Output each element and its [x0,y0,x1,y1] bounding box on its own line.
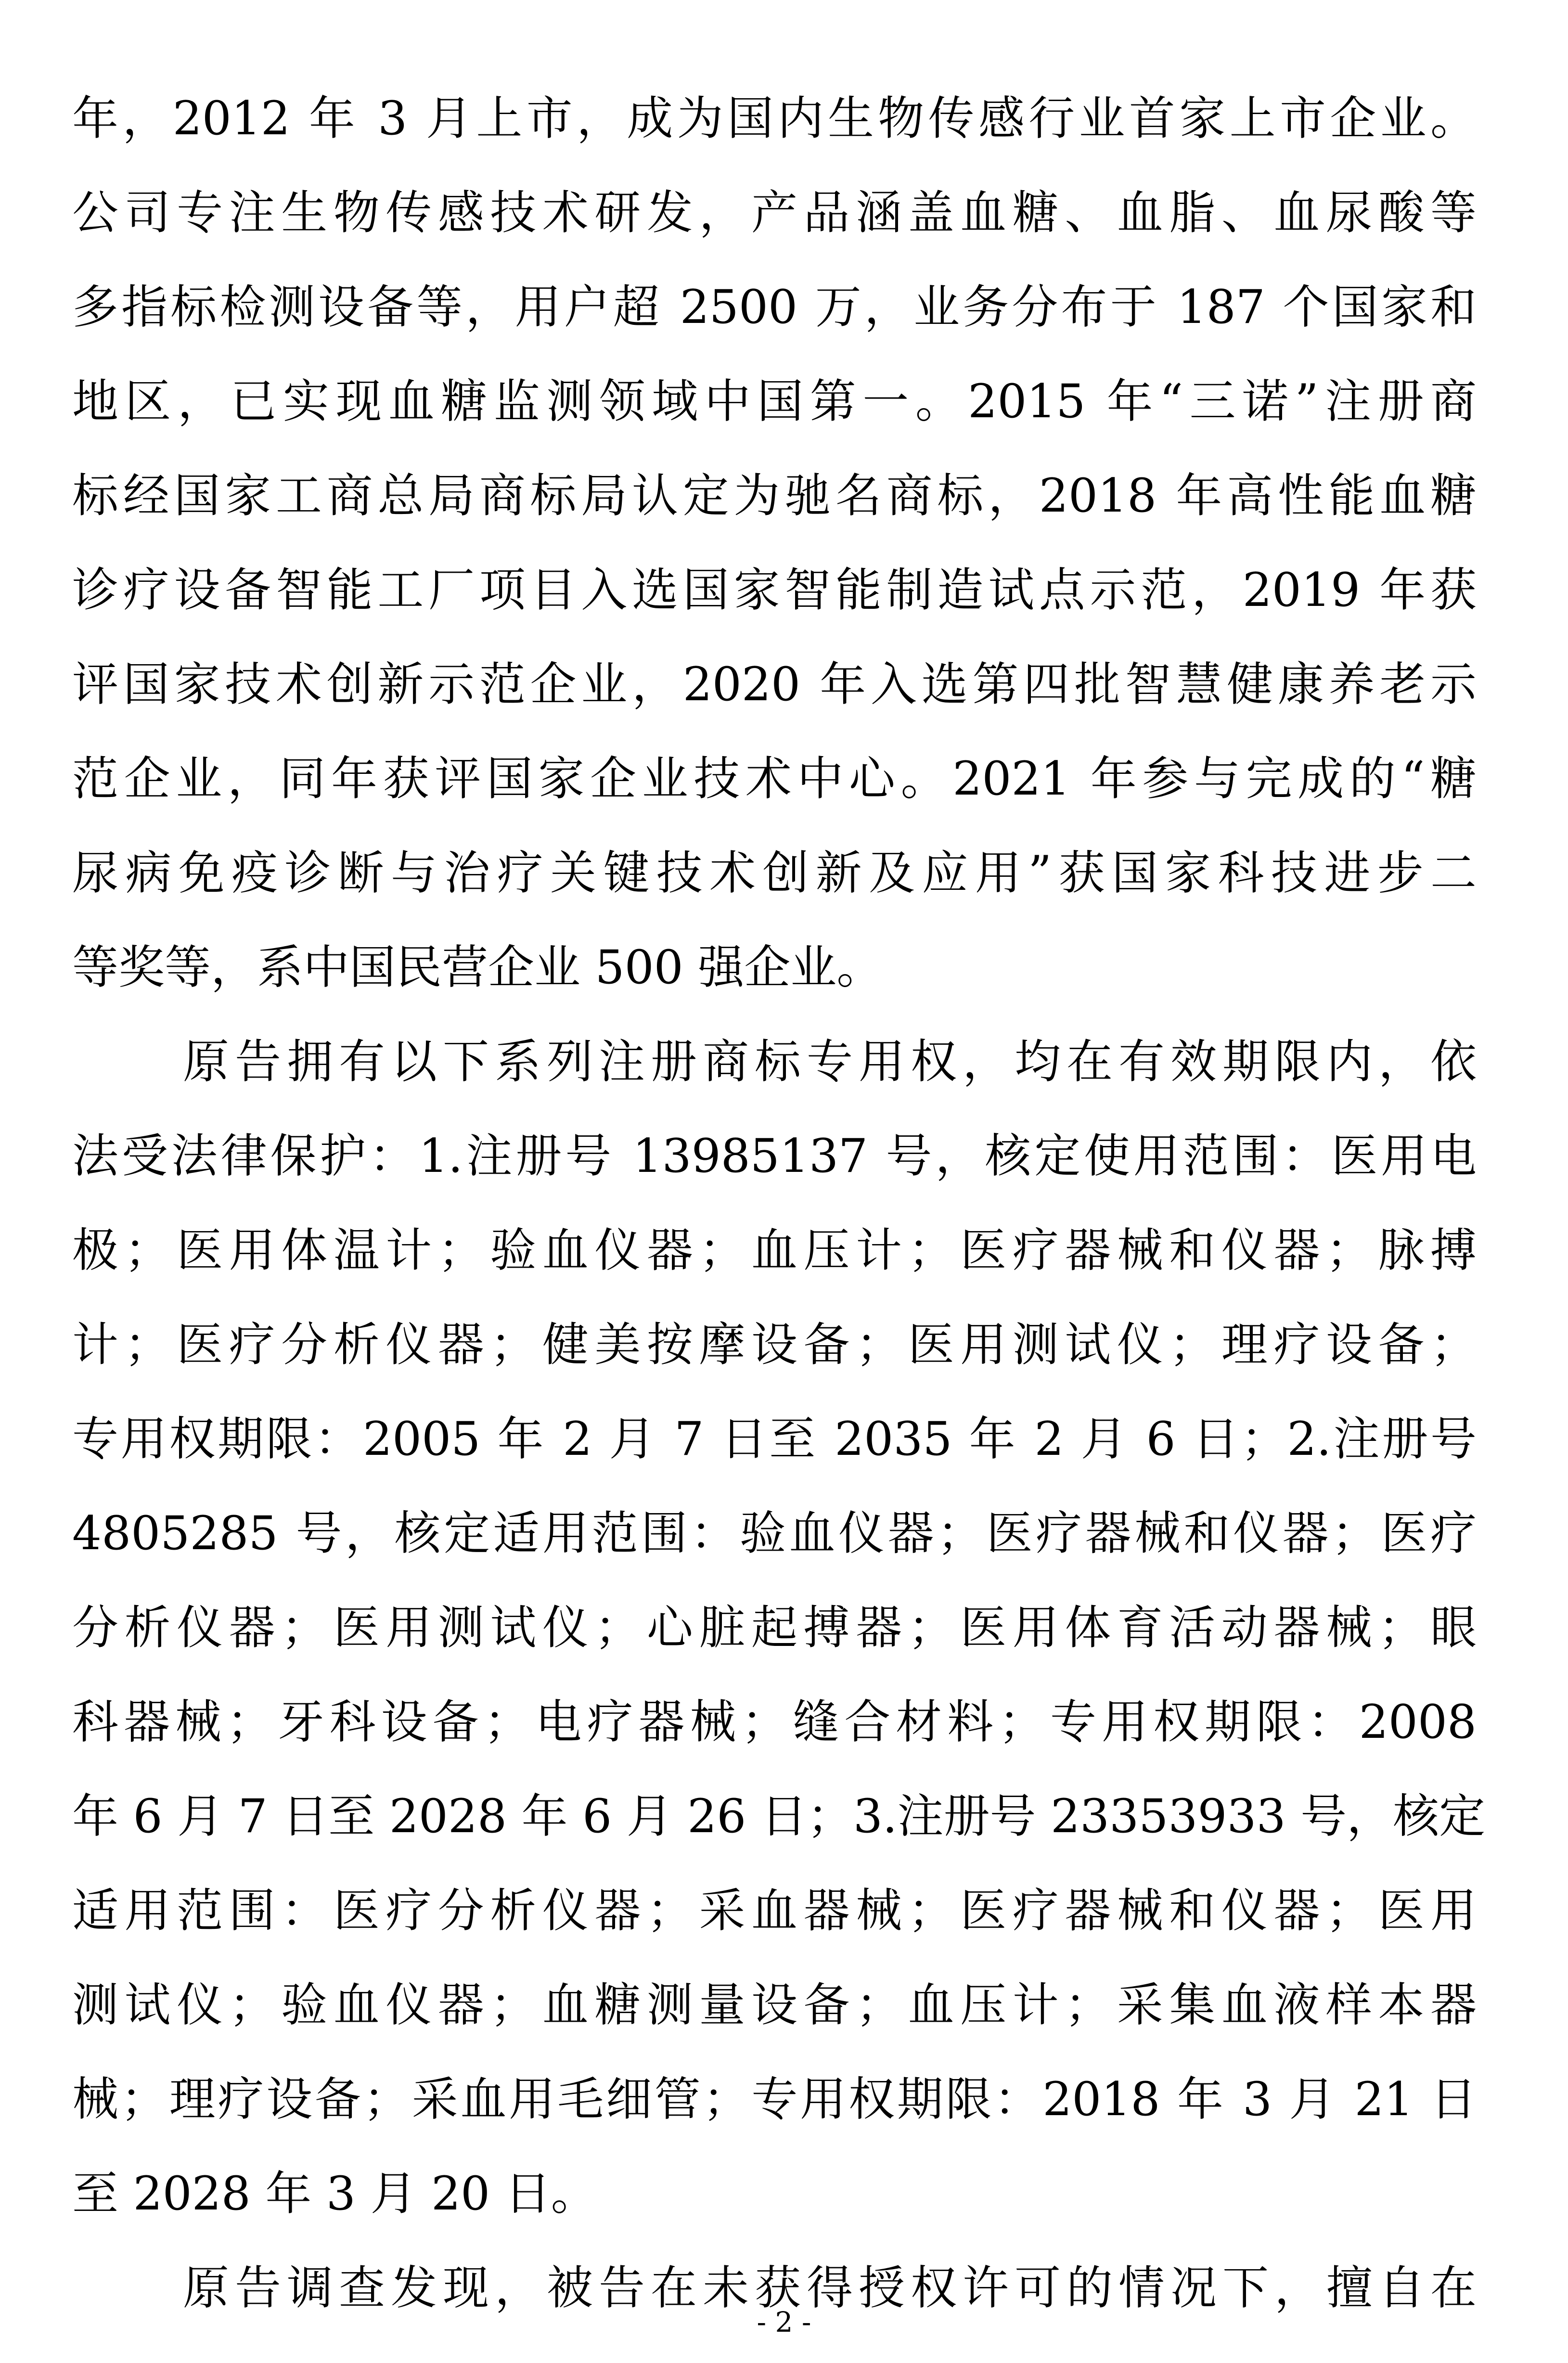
text-line: 法受法律保护：1.注册号 13985137 号，核定使用范围：医用电 [72,1129,1477,1183]
text-line: 至 2028 年 3 月 20 日。 [72,2167,597,2221]
text-line: 多指标检测设备等，用户超 2500 万，业务分布于 187 个国家和 [72,280,1477,334]
text-line: 地区，已实现血糖监测领域中国第一。2015 年“三诺”注册商 [72,374,1477,428]
text-line: 4805285 号，核定适用范围：验血仪器；医疗器械和仪器；医疗 [72,1506,1477,1560]
text-line: 械；理疗设备；采血用毛细管；专用权期限：2018 年 3 月 21 日 [72,2072,1477,2126]
text-line: 计；医疗分析仪器；健美按摩设备；医用测试仪；理疗设备； [72,1318,1477,1372]
text-line: 年 6 月 7 日至 2028 年 6 月 26 日；3.注册号 23353933 号，核定 [72,1789,1486,1843]
text-line: 尿病免疫诊断与治疗关键技术创新及应用”获国家科技进步二 [72,846,1477,900]
paragraph-first-line: 原告调查发现，被告在未获得授权许可的情况下，擅自在 [183,2261,1477,2315]
text-line: 范企业，同年获评国家企业技术中心。2021 年参与完成的“糖 [72,752,1477,806]
text-line: 公司专注生物传感技术研发，产品涵盖血糖、血脂、血尿酸等 [72,186,1477,240]
document-body [72,71,1486,2335]
text-line: 专用权期限：2005 年 2 月 7 日至 2035 年 2 月 6 日；2.注册号 [72,1412,1477,1466]
text-line: 年，2012 年 3 月上市，成为国内生物传感行业首家上市企业。 [72,91,1477,145]
text-line: 适用范围：医疗分析仪器；采血器械；医疗器械和仪器；医用 [72,1884,1477,1938]
paragraph-first-line: 原告拥有以下系列注册商标专用权，均在有效期限内，依 [183,1035,1477,1089]
text-line: 等奖等，系中国民营企业 500 强企业。 [72,940,883,994]
page-number: - 2 - [757,2306,811,2338]
text-line: 分析仪器；医用测试仪；心脏起搏器；医用体育活动器械；眼 [72,1601,1477,1655]
text-line: 诊疗设备智能工厂项目入选国家智能制造试点示范，2019 年获 [72,563,1477,617]
text-line: 标经国家工商总局商标局认定为驰名商标，2018 年高性能血糖 [72,469,1477,523]
text-line: 测试仪；验血仪器；血糖测量设备；血压计；采集血液样本器 [72,1978,1477,2032]
text-line: 极；医用体温计；验血仪器；血压计；医疗器械和仪器；脉搏 [72,1223,1477,1277]
text-line: 评国家技术创新示范企业，2020 年入选第四批智慧健康养老示 [72,657,1477,711]
text-line: 科器械；牙科设备；电疗器械；缝合材料；专用权期限：2008 [72,1695,1477,1749]
